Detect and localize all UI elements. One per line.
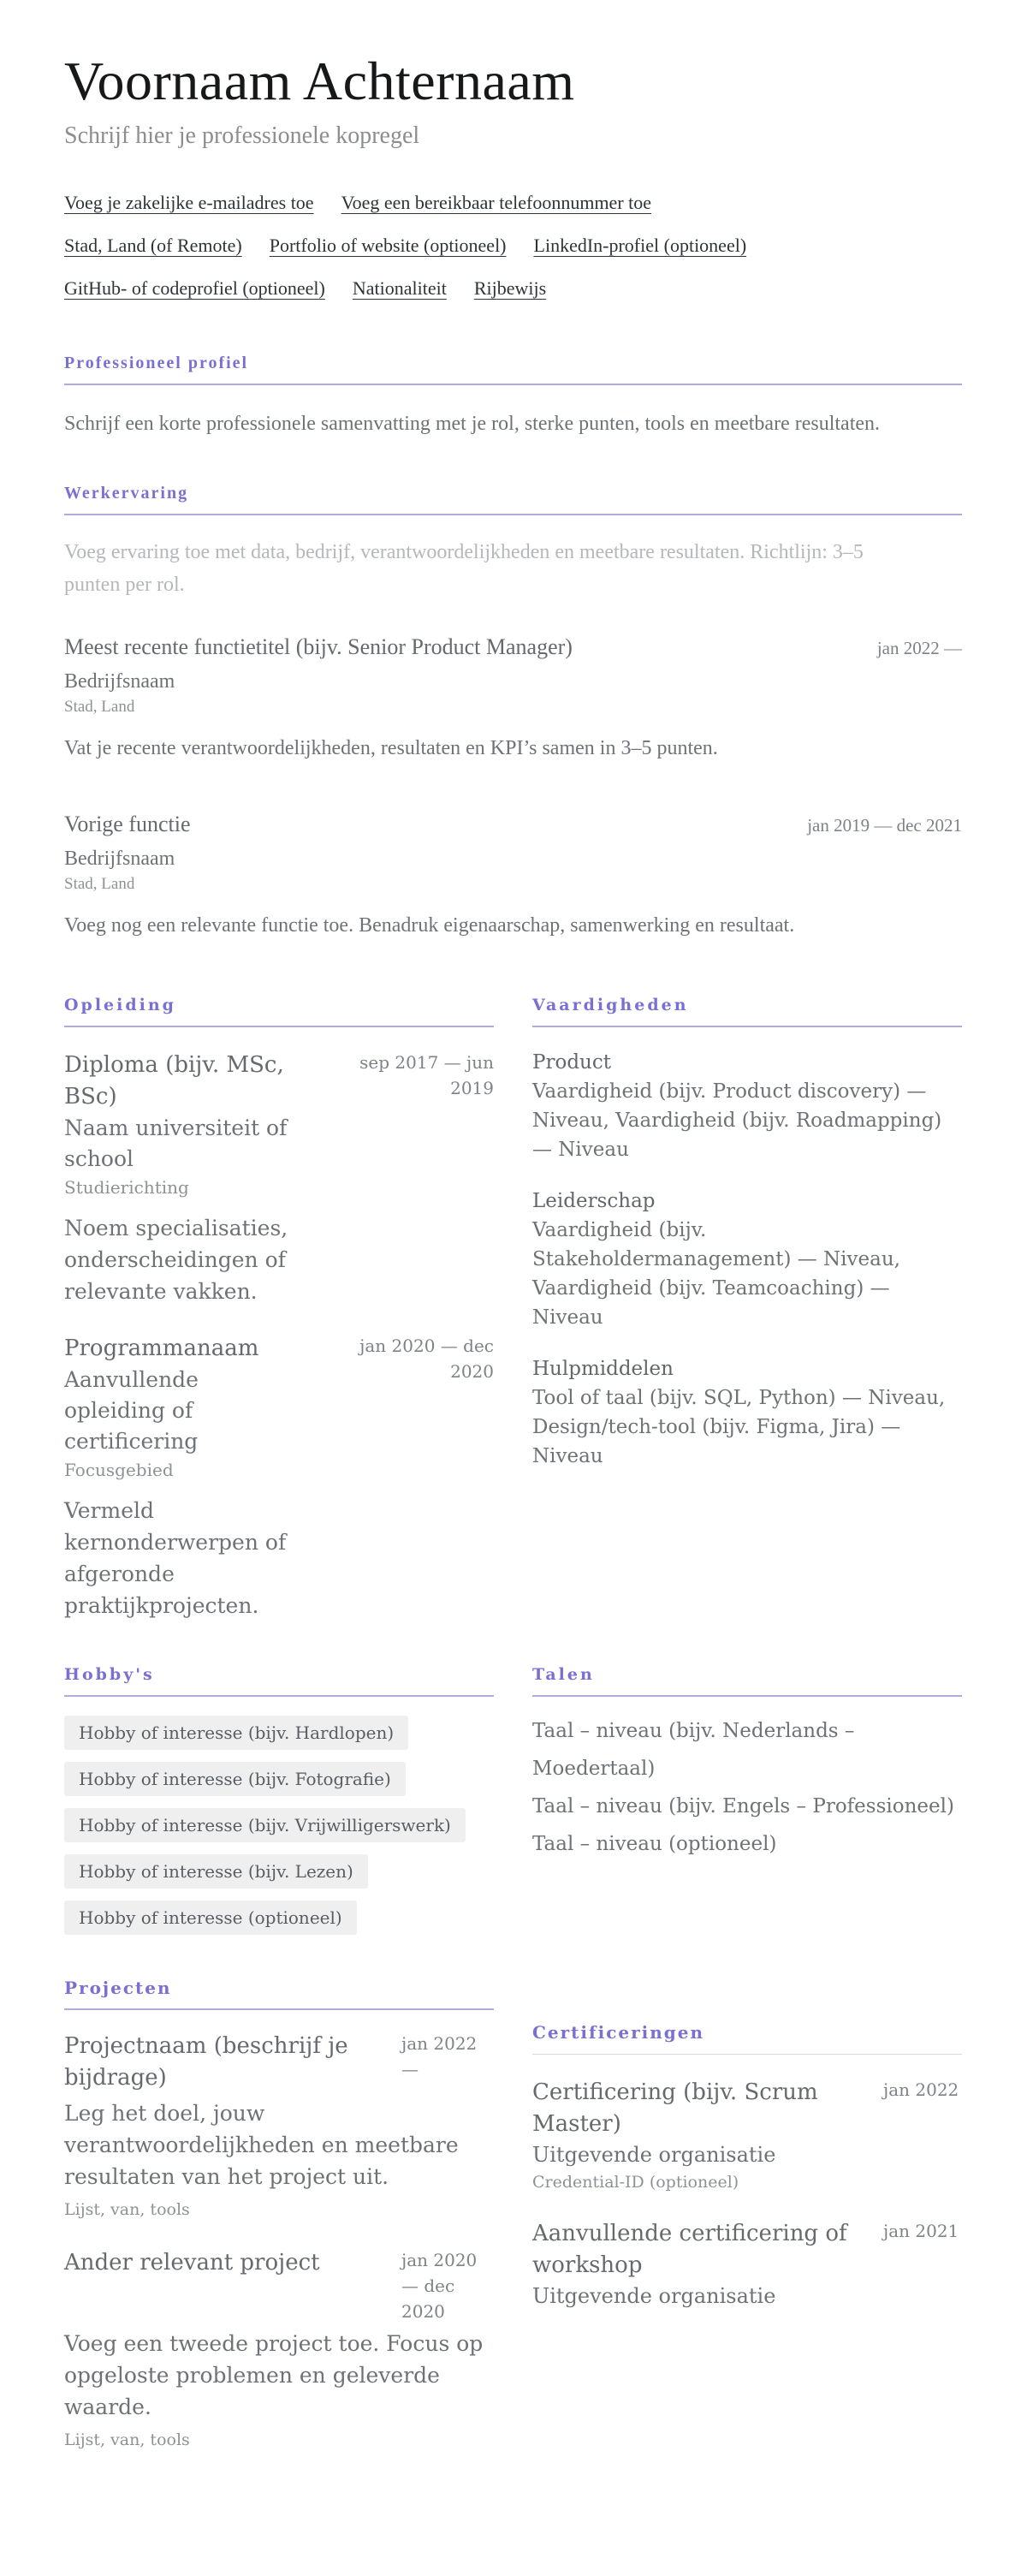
section-title-projects: Projecten xyxy=(64,1978,494,2010)
project-name: Projectnaam (beschrijf je bijdrage) xyxy=(64,2033,348,2091)
education-list xyxy=(64,1050,494,1621)
section-title-professional-profile: Professioneel profiel xyxy=(64,353,962,385)
project-list xyxy=(64,2031,494,2452)
education-entry xyxy=(64,1333,494,1621)
hobby-chip: Hobby of interesse (bijv. Lezen) xyxy=(64,1854,368,1889)
contact-link[interactable]: Nationaliteit xyxy=(352,277,447,300)
skill-group-label: Hulpmiddelen xyxy=(532,1358,674,1381)
profile-summary-text: Schrijf een korte professionele samenvatting met je rol, sterke punten, tools en meetbare resultaten. xyxy=(64,413,881,436)
section-title-hobbies: Hobby's xyxy=(64,1664,494,1697)
education-description: Noem specialisaties, onderscheidingen of relevante vakken. xyxy=(64,1216,288,1305)
section-projects xyxy=(64,1978,494,2452)
skill-group-items: Tool of taal (bijv. SQL, Python) — Niveau, Design/tech-tool (bijv. Figma, Jira) — Niveau xyxy=(532,1387,946,1468)
certification-entry xyxy=(532,2077,962,2194)
hobby-chip: Hobby of interesse (optioneel) xyxy=(64,1901,357,1935)
certification-credential-id: Credential-ID (optioneel) xyxy=(532,2173,739,2192)
education-entry xyxy=(64,1050,494,1307)
project-dates: jan 2022 — xyxy=(401,2033,478,2080)
experience-placeholder-text: Voeg ervaring toe met data, bedrijf, verantwoordelijkheden en meetbare resultaten. Richtlijn: 3–5 punten per rol. xyxy=(64,541,864,597)
project-tools: Lijst, van, tools xyxy=(64,2200,190,2220)
project-description: Leg het doel, jouw verantwoordelijkheden en meetbare resultaten van het project uit. xyxy=(64,2101,459,2190)
contact-link[interactable]: Stad, Land (of Remote) xyxy=(64,235,242,257)
two-column-grid xyxy=(64,995,962,2452)
language-list xyxy=(532,1712,962,1863)
skill-group-items: Vaardigheid (bijv. Product discovery) — Niveau, Vaardigheid (bijv. Roadmapping) — Niveau xyxy=(532,1080,942,1162)
education-details xyxy=(64,1333,302,1621)
language-item: Taal – niveau (bijv. Engels – Professioneel) xyxy=(532,1795,954,1818)
hobby-chip: Hobby of interesse (bijv. Hardlopen) xyxy=(64,1716,408,1750)
skill-group xyxy=(532,1048,962,1164)
education-details xyxy=(64,1050,302,1307)
section-hobbies xyxy=(64,1664,494,1935)
project-description: Voeg een tweede project toe. Focus op opgeloste problemen en geleverde waarde. xyxy=(64,2331,484,2420)
job-entry xyxy=(64,632,962,764)
job-description: Vat je recente verantwoordelijkheden, resultaten en KPI’s samen in 3–5 punten. xyxy=(64,737,718,760)
language-item: Taal – niveau (bijv. Nederlands – Moedertaal) xyxy=(532,1720,855,1781)
hobby-chip-list xyxy=(64,1716,494,1935)
job-title-row xyxy=(64,632,962,662)
education-dates: sep 2017 — jun 2019 xyxy=(359,1052,494,1099)
section-certifications xyxy=(532,2022,962,2452)
contact-row xyxy=(64,267,962,310)
education-field: Studierichting xyxy=(64,1177,189,1199)
skills-list xyxy=(532,1048,962,1471)
skill-group xyxy=(532,1354,962,1471)
education-school: Naam universiteit of school xyxy=(64,1115,288,1172)
education-degree: Diploma (bijv. MSc, BSc) xyxy=(64,1052,284,1110)
skill-group-label: Product xyxy=(532,1051,611,1074)
project-tools: Lijst, van, tools xyxy=(64,2430,190,2450)
job-location: Stad, Land xyxy=(64,875,135,894)
certification-issuer: Uitgevende organisatie xyxy=(532,2143,776,2168)
section-title-certifications: Certificeringen xyxy=(532,2022,962,2055)
job-description: Voeg nog een relevante functie toe. Benadruk eigenaarschap, samenwerking en resultaat. xyxy=(64,914,795,937)
contact-row xyxy=(64,224,962,267)
job-list xyxy=(64,632,962,942)
project-name: Ander relevant project xyxy=(64,2250,320,2276)
hobby-chip: Hobby of interesse (bijv. Fotografie) xyxy=(64,1762,406,1796)
education-degree: Programmanaam xyxy=(64,1336,259,1362)
job-company: Bedrijfsnaam xyxy=(64,670,175,693)
resume-header xyxy=(64,51,962,310)
job-dates: jan 2019 — dec 2021 xyxy=(807,815,962,836)
contact-link[interactable]: Voeg je zakelijke e-mailadres toe xyxy=(64,192,314,214)
contact-link[interactable]: Portfolio of website (optioneel) xyxy=(269,235,507,257)
hobby-chip: Hobby of interesse (bijv. Vrijwilligerswerk) xyxy=(64,1808,466,1842)
job-title-row xyxy=(64,809,962,839)
section-professional-profile xyxy=(64,353,962,440)
project-entry xyxy=(64,2031,494,2222)
section-education xyxy=(64,995,494,1621)
education-field: Focusgebied xyxy=(64,1460,174,1481)
certification-list xyxy=(532,2077,962,2311)
job-company: Bedrijfsnaam xyxy=(64,848,175,871)
section-languages xyxy=(532,1664,962,1935)
job-entry xyxy=(64,809,962,942)
section-title-education: Opleiding xyxy=(64,995,494,1027)
certification-name: Aanvullende certificering of workshop xyxy=(532,2221,847,2279)
section-title-languages: Talen xyxy=(532,1664,962,1697)
contact-link[interactable]: Rijbewijs xyxy=(473,277,547,300)
job-location: Stad, Land xyxy=(64,698,135,717)
language-item: Taal – niveau (optioneel) xyxy=(532,1833,777,1856)
certification-name: Certificering (bijv. Scrum Master) xyxy=(532,2079,818,2138)
certification-entry xyxy=(532,2218,962,2311)
person-name: Voornaam Achternaam xyxy=(64,51,575,111)
professional-headline: Schrijf hier je professionele kopregel xyxy=(64,122,420,150)
skill-group-label: Leiderschap xyxy=(532,1190,656,1213)
skill-group xyxy=(532,1187,962,1332)
job-title: Vorige functie xyxy=(64,812,191,837)
education-school: Aanvullende opleiding of certificering xyxy=(64,1367,199,1455)
job-title: Meest recente functietitel (bijv. Senior Product Manager) xyxy=(64,634,573,660)
project-entry xyxy=(64,2247,494,2452)
contact-row xyxy=(64,181,962,224)
certification-issuer: Uitgevende organisatie xyxy=(532,2284,776,2309)
contact-link[interactable]: GitHub- of codeprofiel (optioneel) xyxy=(64,277,325,300)
certification-dates: jan 2022 xyxy=(883,2079,959,2101)
contact-link[interactable]: LinkedIn-profiel (optioneel) xyxy=(533,235,747,257)
section-skills xyxy=(532,995,962,1621)
section-work-experience xyxy=(64,483,962,942)
section-title-skills: Vaardigheden xyxy=(532,995,962,1027)
job-dates: jan 2022 — xyxy=(876,638,962,659)
education-description: Vermeld kernonderwerpen of afgeronde praktijkprojecten. xyxy=(64,1498,287,1619)
contact-info xyxy=(64,181,962,310)
education-dates: jan 2020 — dec 2020 xyxy=(359,1336,494,1383)
skill-group-items: Vaardigheid (bijv. Stakeholdermanagement) — Niveau, Vaardigheid (bijv. Teamcoaching) — Niveau xyxy=(532,1219,900,1330)
project-dates: jan 2020 — dec 2020 xyxy=(401,2250,478,2323)
section-title-work-experience: Werkervaring xyxy=(64,483,962,515)
contact-link[interactable]: Voeg een bereikbaar telefoonnummer toe xyxy=(341,192,652,214)
certification-dates: jan 2021 xyxy=(883,2221,959,2242)
